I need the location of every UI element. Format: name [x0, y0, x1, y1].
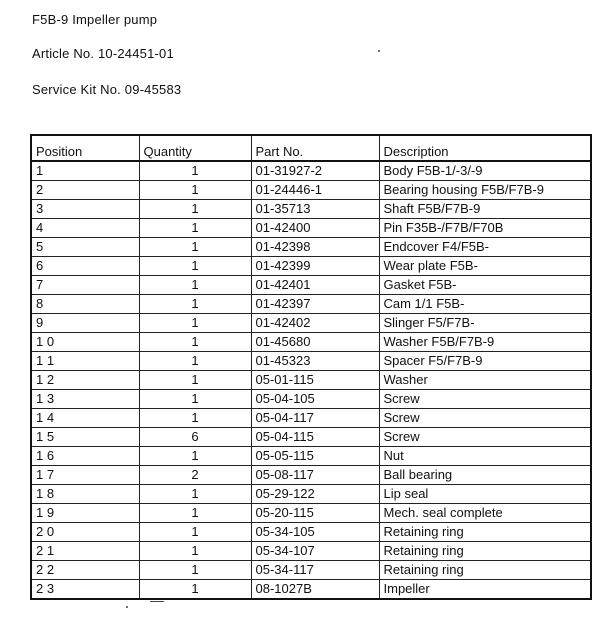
cell-position: 5 [31, 238, 139, 257]
document-title: F5B-9 Impeller pump [32, 12, 158, 27]
article-number: Article No. 10-24451-01 [32, 46, 174, 61]
cell-quantity: 6 [139, 428, 251, 447]
table-row [31, 561, 591, 580]
table-row [31, 314, 591, 333]
cell-position: 1 6 [31, 447, 139, 466]
header-quantity: Quantity [139, 135, 251, 161]
cell-position: 1 0 [31, 333, 139, 352]
cell-position: 3 [31, 200, 139, 219]
cell-description: Retaining ring [379, 523, 591, 542]
cell-quantity: 1 [139, 314, 251, 333]
cell-quantity: 2 [139, 466, 251, 485]
cell-description: Washer [379, 371, 591, 390]
cell-description: Washer F5B/F7B-9 [379, 333, 591, 352]
cell-description: Spacer F5/F7B-9 [379, 352, 591, 371]
cell-quantity: 1 [139, 371, 251, 390]
header-description: Description [379, 135, 591, 161]
table-row [31, 542, 591, 561]
cell-quantity: 1 [139, 333, 251, 352]
cell-part-no: 05-34-105 [251, 523, 379, 542]
cell-description: Ball bearing [379, 466, 591, 485]
cell-part-no: 05-29-122 [251, 485, 379, 504]
table-row [31, 161, 591, 181]
cell-quantity: 1 [139, 447, 251, 466]
cell-position: 1 5 [31, 428, 139, 447]
cell-part-no: 05-04-105 [251, 390, 379, 409]
cell-part-no: 05-05-115 [251, 447, 379, 466]
cell-part-no: 01-42398 [251, 238, 379, 257]
cell-description: Shaft F5B/F7B-9 [379, 200, 591, 219]
cell-part-no: 01-31927-2 [251, 161, 379, 181]
cell-description: Wear plate F5B- [379, 257, 591, 276]
cell-position: 1 9 [31, 504, 139, 523]
table-row [31, 447, 591, 466]
cell-part-no: 01-24446-1 [251, 181, 379, 200]
cell-part-no: 01-42401 [251, 276, 379, 295]
cell-description: Mech. seal complete [379, 504, 591, 523]
cell-description: Pin F35B-/F7B/F70B [379, 219, 591, 238]
cell-part-no: 01-42400 [251, 219, 379, 238]
cell-part-no: 01-42402 [251, 314, 379, 333]
cell-description: Retaining ring [379, 542, 591, 561]
cell-description: Impeller [379, 580, 591, 600]
table-row [31, 390, 591, 409]
cell-quantity: 1 [139, 580, 251, 600]
table-row [31, 466, 591, 485]
cell-position: 2 3 [31, 580, 139, 600]
cell-quantity: 1 [139, 295, 251, 314]
parts-table [30, 134, 592, 600]
table-row [31, 504, 591, 523]
cell-quantity: 1 [139, 485, 251, 504]
scan-speck [150, 601, 164, 602]
table-row [31, 371, 591, 390]
cell-part-no: 05-01-115 [251, 371, 379, 390]
cell-part-no: 05-34-117 [251, 561, 379, 580]
table-row [31, 523, 591, 542]
table-row [31, 580, 591, 600]
cell-quantity: 1 [139, 219, 251, 238]
cell-quantity: 1 [139, 257, 251, 276]
table-header-row [31, 135, 591, 161]
cell-position: 6 [31, 257, 139, 276]
cell-position: 1 [31, 161, 139, 181]
cell-position: 2 0 [31, 523, 139, 542]
cell-position: 8 [31, 295, 139, 314]
cell-quantity: 1 [139, 352, 251, 371]
cell-position: 2 [31, 181, 139, 200]
cell-position: 9 [31, 314, 139, 333]
cell-position: 1 2 [31, 371, 139, 390]
cell-quantity: 1 [139, 390, 251, 409]
cell-position: 2 2 [31, 561, 139, 580]
cell-part-no: 08-1027B [251, 580, 379, 600]
table-row [31, 238, 591, 257]
cell-description: Bearing housing F5B/F7B-9 [379, 181, 591, 200]
table-row [31, 219, 591, 238]
header-part-no: Part No. [251, 135, 379, 161]
cell-quantity: 1 [139, 504, 251, 523]
cell-position: 1 7 [31, 466, 139, 485]
scan-speck [126, 606, 128, 608]
service-kit-number: Service Kit No. 09-45583 [32, 82, 182, 97]
cell-part-no: 01-35713 [251, 200, 379, 219]
cell-description: Nut [379, 447, 591, 466]
table-row [31, 276, 591, 295]
cell-quantity: 1 [139, 161, 251, 181]
cell-description: Body F5B-1/-3/-9 [379, 161, 591, 181]
table-row [31, 181, 591, 200]
cell-position: 2 1 [31, 542, 139, 561]
cell-position: 7 [31, 276, 139, 295]
table-row [31, 200, 591, 219]
cell-part-no: 01-45323 [251, 352, 379, 371]
table-row [31, 295, 591, 314]
cell-description: Gasket F5B- [379, 276, 591, 295]
table-row [31, 333, 591, 352]
scan-speck [378, 50, 380, 52]
cell-quantity: 1 [139, 561, 251, 580]
table-row [31, 409, 591, 428]
table-row [31, 257, 591, 276]
table-row [31, 485, 591, 504]
table-row [31, 352, 591, 371]
cell-quantity: 1 [139, 200, 251, 219]
cell-part-no: 01-42399 [251, 257, 379, 276]
cell-description: Slinger F5/F7B- [379, 314, 591, 333]
cell-part-no: 01-42397 [251, 295, 379, 314]
cell-part-no: 05-34-107 [251, 542, 379, 561]
cell-part-no: 05-20-115 [251, 504, 379, 523]
cell-description: Screw [379, 428, 591, 447]
cell-quantity: 1 [139, 409, 251, 428]
cell-part-no: 01-45680 [251, 333, 379, 352]
cell-description: Endcover F4/F5B- [379, 238, 591, 257]
cell-part-no: 05-08-117 [251, 466, 379, 485]
cell-part-no: 05-04-117 [251, 409, 379, 428]
cell-description: Lip seal [379, 485, 591, 504]
cell-position: 4 [31, 219, 139, 238]
cell-position: 1 4 [31, 409, 139, 428]
cell-position: 1 1 [31, 352, 139, 371]
cell-position: 1 8 [31, 485, 139, 504]
cell-position: 1 3 [31, 390, 139, 409]
header-position: Position [31, 135, 139, 161]
cell-description: Retaining ring [379, 561, 591, 580]
cell-description: Screw [379, 409, 591, 428]
table-body [31, 161, 591, 599]
cell-quantity: 1 [139, 542, 251, 561]
cell-description: Cam 1/1 F5B- [379, 295, 591, 314]
cell-description: Screw [379, 390, 591, 409]
cell-quantity: 1 [139, 276, 251, 295]
cell-quantity: 1 [139, 238, 251, 257]
cell-quantity: 1 [139, 181, 251, 200]
cell-quantity: 1 [139, 523, 251, 542]
table-row [31, 428, 591, 447]
cell-part-no: 05-04-115 [251, 428, 379, 447]
